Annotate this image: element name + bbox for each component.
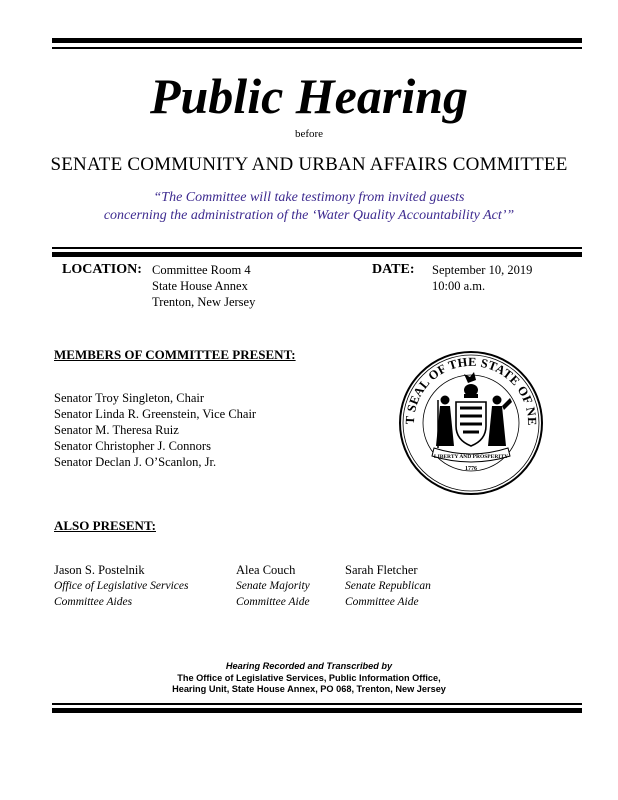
- location-line: State House Annex: [152, 279, 248, 293]
- member-name: Senator M. Theresa Ruiz: [54, 423, 179, 437]
- date-label: DATE:: [372, 262, 415, 277]
- staff-entry: [236, 562, 310, 610]
- date-line: 10:00 a.m.: [432, 279, 486, 293]
- transcription-credit: [0, 661, 618, 696]
- staff-name: Alea Couch: [236, 563, 296, 577]
- staff-office: Office of Legislative Services: [54, 580, 189, 592]
- hearing-subject: [0, 189, 618, 225]
- before-label: before: [294, 128, 324, 140]
- members-heading: MEMBERS OF COMMITTEE PRESENT:: [54, 347, 296, 362]
- member-name: Senator Linda R. Greenstein, Vice Chair: [54, 407, 257, 421]
- members-list: [54, 390, 256, 470]
- credit-line-3: Hearing Unit, State House Annex, PO 068, Trenton, New Jersey: [172, 684, 446, 694]
- top-rule-thin: [52, 47, 582, 49]
- location-line: Committee Room 4: [152, 263, 251, 277]
- date-value: [432, 262, 532, 294]
- middle-rule-thick: [52, 252, 582, 257]
- location-value: [152, 262, 255, 310]
- subject-line-1: “The Committee will take testimony from invited guests: [153, 190, 465, 205]
- location-line: Trenton, New Jersey: [152, 295, 256, 309]
- middle-rule-thin: [52, 247, 582, 249]
- staff-role: Committee Aide: [345, 596, 419, 608]
- location-label: LOCATION:: [62, 262, 142, 277]
- staff-entry: [345, 562, 431, 610]
- state-seal-icon: [398, 350, 544, 496]
- bottom-rule-thick: [52, 708, 582, 713]
- seal-year: 1776: [465, 466, 477, 472]
- staff-role: Committee Aide: [236, 596, 310, 608]
- credit-line-2: The Office of Legislative Services, Public Information Office,: [177, 672, 441, 683]
- bottom-rule-thin: [52, 703, 582, 705]
- staff-entry: [54, 562, 188, 610]
- page-title: Public Hearing: [149, 68, 469, 124]
- member-name: Senator Declan J. O’Scanlon, Jr.: [54, 455, 217, 469]
- seal-ribbon-text: LIBERTY AND PROSPERITY: [433, 454, 509, 460]
- staff-office: Senate Republican: [345, 580, 431, 592]
- seal-text: T SEAL OF THE STATE OF NE: [402, 354, 540, 426]
- subject-line-2: concerning the administration of the ‘Water Quality Accountability Act’”: [103, 208, 515, 223]
- also-present-heading: ALSO PRESENT:: [54, 518, 156, 533]
- member-name: Senator Troy Singleton, Chair: [54, 391, 205, 405]
- staff-name: Sarah Fletcher: [345, 563, 418, 577]
- staff-role: Committee Aides: [54, 596, 133, 608]
- member-name: Senator Christopher J. Connors: [54, 439, 211, 453]
- staff-office: Senate Majority: [236, 580, 310, 592]
- committee-name: SENATE COMMUNITY AND URBAN AFFAIRS COMMITTEE: [50, 154, 568, 175]
- credit-line-1: Hearing Recorded and Transcribed by: [225, 661, 393, 671]
- top-rule-thick: [52, 38, 582, 43]
- date-line: September 10, 2019: [432, 263, 533, 277]
- staff-name: Jason S. Postelnik: [54, 563, 145, 577]
